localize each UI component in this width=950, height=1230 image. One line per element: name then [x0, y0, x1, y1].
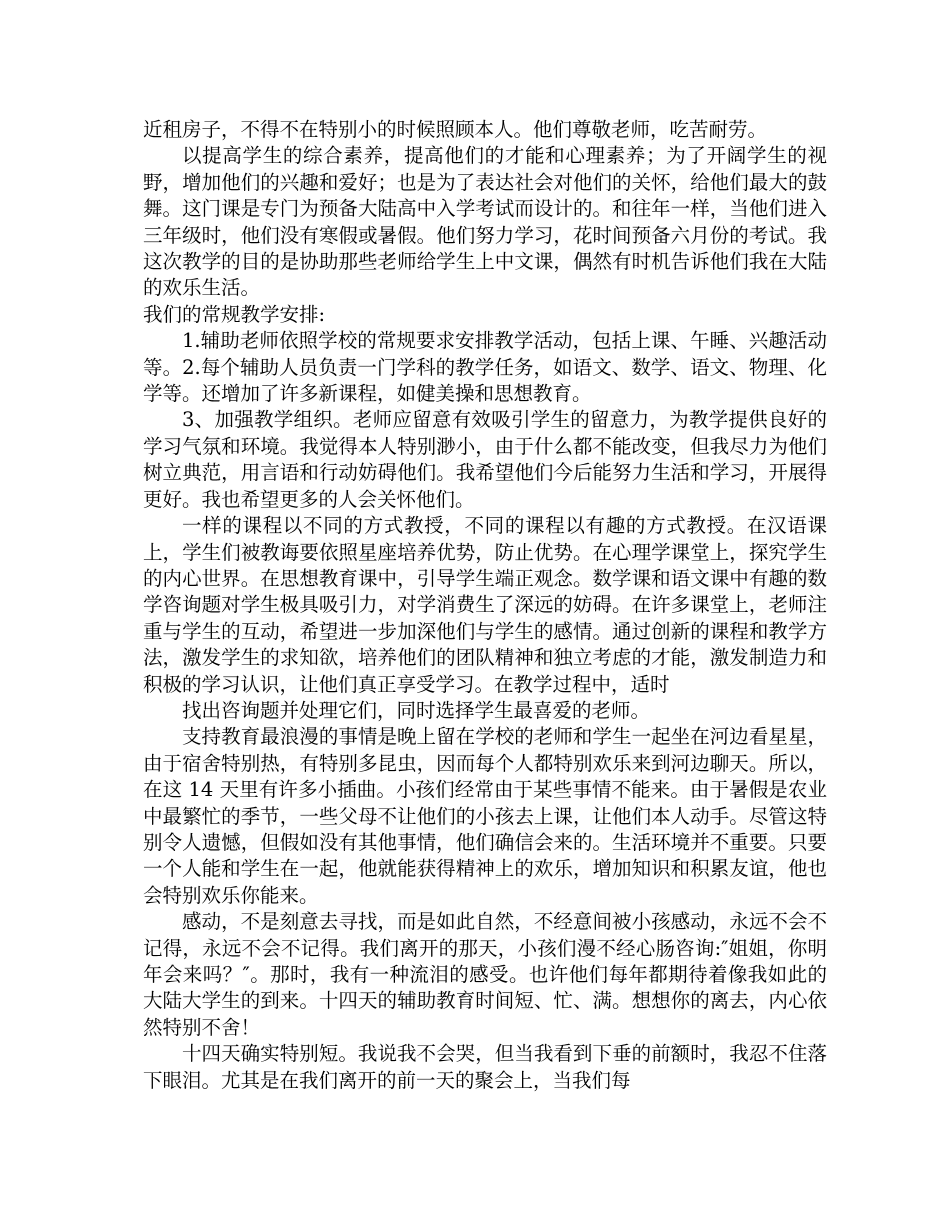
paragraph: 以提高学生的综合素养，提高他们的才能和心理素养；为了开阔学生的视野，增加他们的兴趣和爱好；也是为了表达社会对他们的关怀，给他们最大的鼓舞。这门课是专门为预备大陆高中入学考试而设计的。和往年一样，当他们进入三年级时，他们没有寒假或暑假。他们努力学习，花时间预备六月份的考试。我这次教学的目的是协助那些老师给学生上中文课，偶然有时机告诉他们我在大陆的欢乐生活。 [143, 144, 827, 300]
paragraph: 找出咨询题并处理它们，同时选择学生最喜爱的老师。 [182, 698, 651, 722]
paragraph: 1.辅助老师依照学校的常规要求安排教学活动，包括上课、午睡、兴趣活动等。2.每个辅助人员负责一门学科的教学任务，如语文、数学、语文、物理、化学等。还增加了许多新课程，如健美操和思想教育。 [143, 329, 827, 406]
paragraph: 感动，不是刻意去寻找，而是如此自然，不经意间被小孩感动，永远不会不记得，永远不会不记得。我们离开的那天，小孩们漫不经心肠咨询:″姐姐，你明年会来吗？″。那时，我有一种流泪的感受。也许他们每年都期待着像我如此的大陆大学生的到来。十四天的辅助教育时间短、忙、满。想想你的离去，内心依然特别不舍！ [143, 910, 827, 1039]
paragraph-heading: 我们的常规教学安排: [143, 302, 326, 326]
paragraph: 一样的课程以不同的方式教授，不同的课程以有趣的方式教授。在汉语课上，学生们被教诲要依照星座培养优势，防止优势。在心理学课堂上，探究学生的内心世界。在思想教育课中，引导学生端正观念。数学课和语文课中有趣的数学咨询题对学生极具吸引力，对学消费生了深远的妨碍。在许多课堂上，老师注重与学生的互动，希望进一步加深他们与学生的感情。通过创新的课程和教学方法，激发学生的求知欲，培养他们的团队精神和独立考虑的才能，激发制造力和积极的学习认识，让他们真正享受学习。在教学过程中，适时 [143, 514, 827, 696]
paragraph: 十四天确实特别短。我说我不会哭，但当我看到下垂的前额时，我忍不住落下眼泪。尤其是在我们离开的前一天的聚会上，当我们每 [143, 1042, 827, 1092]
paragraph: 3、加强教学组织。老师应留意有效吸引学生的留意力，为教学提供良好的学习气氛和环境。我觉得本人特别渺小，由于什么都不能改变，但我尽力为他们树立典范，用言语和行动妨碍他们。我希望他们今后能努力生活和学习，开展得更好。我也希望更多的人会关怀他们。 [143, 408, 827, 511]
paragraph: 支持教育最浪漫的事情是晚上留在学校的老师和学生一起坐在河边看星星，由于宿舍特别热，有特别多昆虫，因而每个人都特别欢乐来到河边聊天。所以，在这 14 天里有许多小插曲。小孩们经常由于某些事情不能来。由于暑假是农业中最繁忙的季节，一些父母不让他们的小孩去上课，让他们本人动手。尽管这特别令人遗憾，但假如没有其他事情，他们确信会来的。生活环境并不重要。只要一个人能和学生在一起，他就能获得精神上的欢乐，增加知识和积累友谊，他也会特别欢乐你能来。 [143, 725, 827, 907]
document-body [143, 117, 827, 1094]
paragraph: 近租房子，不得不在特别小的时候照顾本人。他们尊敬老师，吃苦耐劳。 [143, 118, 768, 141]
